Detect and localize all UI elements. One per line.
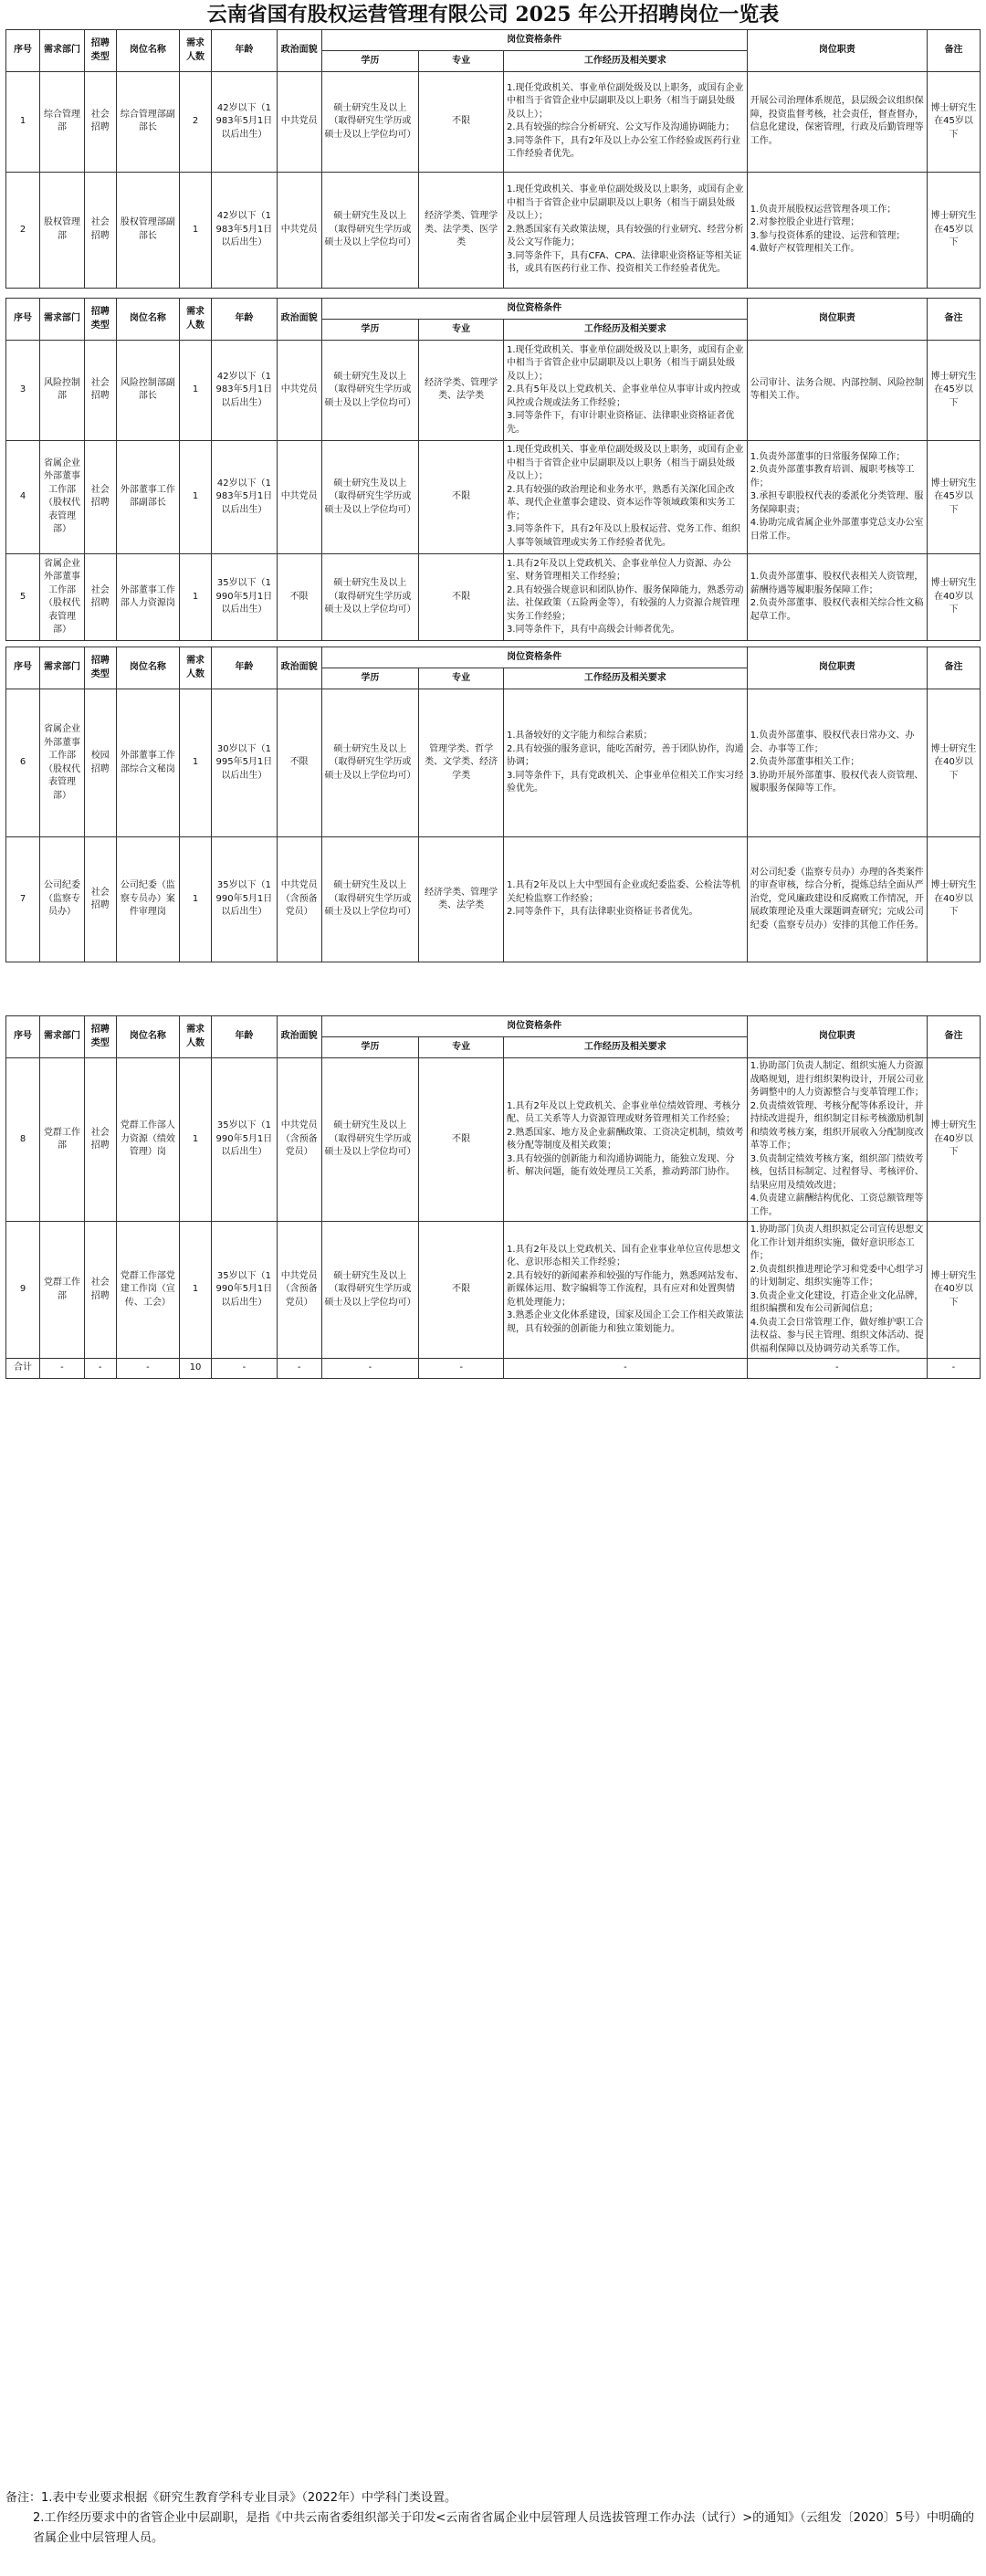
table-row (6, 72, 981, 173)
header-remark: 备注 (927, 647, 980, 689)
row-dept: 党群工作部 (40, 1222, 85, 1359)
notes (5, 2488, 981, 2549)
row-remark: 博士研究生在45岁以下 (927, 72, 980, 173)
row-major: 管理学类、哲学类、文学类、经济学类 (419, 689, 504, 837)
row-duty: 开展公司治理体系规范，县层级会议组织保障，投资监督考核，社会责任，督查督办，信息化建设，保密管理，行政及后勤管理等工作。 (747, 72, 927, 173)
header-major: 专业 (419, 320, 504, 341)
header-duty: 岗位职责 (747, 647, 927, 689)
job-table (5, 29, 981, 289)
row-education: 硕士研究生及以上（取得研究生学历或硕士及以上学位均可） (321, 554, 419, 641)
table-row (6, 689, 981, 837)
note-2: 2.工作经历要求中的省管企业中层副职，是指《中共云南省委组织部关于印发<云南省省属企业中层管理人员选拔管理工作办法（试行）>的通知》（云组发〔2020〕5号）中明确的省属企业中层管理人员。 (33, 2511, 975, 2545)
total-empty: - (321, 1359, 419, 1379)
row-dept: 公司纪委（监察专员办） (40, 837, 85, 962)
header-major: 专业 (419, 51, 504, 72)
row-post: 党群工作部党建工作岗（宣传、工会） (116, 1222, 180, 1359)
row-post: 外部董事工作部综合文秘岗 (116, 689, 180, 837)
header-post: 岗位名称 (116, 299, 180, 341)
header-remark: 备注 (927, 1016, 980, 1058)
row-political: 中共党员（含预备党员） (277, 1058, 321, 1222)
row-political: 中共党员 (277, 72, 321, 173)
row-remark: 博士研究生在45岁以下 (927, 341, 980, 441)
header-age: 年龄 (211, 647, 277, 689)
row-age: 35岁以下（1990年5月1日以后出生） (211, 837, 277, 962)
row-experience: 1.现任党政机关、事业单位副处级及以上职务，或国有企业中相当于省管企业中层副职及以上职务（相当于副县处级及以上）； 2.具有5年及以上党政机关、企事业单位从事审计或内控或风控或合规或法务工作经验； 3.同等条件下，有审计职业资格证、法律职业资格证者优先。 (504, 341, 748, 441)
row-type: 社会招聘 (84, 440, 116, 554)
row-dept: 股权管理部 (40, 172, 85, 288)
header-seq: 序号 (6, 647, 40, 689)
header-experience: 工作经历及相关要求 (504, 51, 748, 72)
row-age: 42岁以下（1983年5月1日以后出生） (211, 341, 277, 441)
total-count: 10 (180, 1359, 212, 1379)
row-dept: 省属企业外部董事工作部（股权代表管理部） (40, 440, 85, 554)
row-seq: 4 (6, 440, 40, 554)
header-experience: 工作经历及相关要求 (504, 1037, 748, 1058)
header-duty: 岗位职责 (747, 1016, 927, 1058)
row-experience: 1.现任党政机关、事业单位副处级及以上职务，或国有企业中相当于省管企业中层副职及以上职务（相当于副县处级及以上）； 2.熟悉国家有关政策法规，具有较强的行业研究、经营分析及公文写作能力； 3.同等条件下，具有CFA、CPA、法律职业资格证等相关证书，或具有医药行业工作、投资相关工作经验者优先。 (504, 172, 748, 288)
header-remark: 备注 (927, 299, 980, 341)
row-type: 社会招聘 (84, 341, 116, 441)
job-table (5, 298, 981, 641)
header-count: 需求人数 (180, 30, 212, 72)
row-seq: 1 (6, 72, 40, 173)
header-duty: 岗位职责 (747, 299, 927, 341)
header-education: 学历 (321, 668, 419, 689)
row-remark: 博士研究生在45岁以下 (927, 440, 980, 554)
total-empty: - (277, 1359, 321, 1379)
row-type: 社会招聘 (84, 172, 116, 288)
page-title: 云南省国有股权运营管理有限公司 2025 年公开招聘岗位一览表 (206, 3, 780, 26)
row-age: 35岁以下（1990年5月1日以后出生） (211, 554, 277, 641)
row-remark: 博士研究生在40岁以下 (927, 554, 980, 641)
row-count: 1 (180, 1222, 212, 1359)
total-empty: - (40, 1359, 85, 1379)
header-dept: 需求部门 (40, 1016, 85, 1058)
total-empty: - (116, 1359, 180, 1379)
row-major: 不限 (419, 554, 504, 641)
row-experience: 1.具有2年及以上党政机关、企事业单位人力资源、办公室、财务管理相关工作经验； 2.具有较强合规意识和团队协作、服务保障能力，熟悉劳动法、社保政策（五险两金等），有较强的人力资源合规管理实务工作经验； 3.同等条件下，具有中高级会计师者优先。 (504, 554, 748, 641)
row-duty: 公司审计、法务合规、内部控制、风险控制等相关工作。 (747, 341, 927, 441)
row-political: 中共党员 (277, 440, 321, 554)
table-row (6, 1222, 981, 1359)
row-post: 外部董事工作部副部长 (116, 440, 180, 554)
header-qualifications: 岗位资格条件 (321, 299, 747, 320)
row-dept: 省属企业外部董事工作部（股权代表管理部） (40, 689, 85, 837)
row-count: 2 (180, 72, 212, 173)
row-type: 社会招聘 (84, 1222, 116, 1359)
row-post: 党群工作部人力资源（绩效管理）岗 (116, 1058, 180, 1222)
row-count: 1 (180, 689, 212, 837)
row-duty: 对公司纪委（监察专员办）办理的各类案件的审查审核，综合分析，提炼总结全面从严治党，党风廉政建设和反腐败工作情况，开展政策理论及重大课题调查研究；完成公司纪委（监察专员办）安排的其他工作任务。 (747, 837, 927, 962)
row-dept: 综合管理部 (40, 72, 85, 173)
row-education: 硕士研究生及以上（取得研究生学历或硕士及以上学位均可） (321, 837, 419, 962)
row-age: 42岁以下（1983年5月1日以后出生） (211, 440, 277, 554)
row-duty: 1.负责外部董事的日常服务保障工作； 2.负责外部董事教育培训、履职考核等工作； 3.承担专职股权代表的委派化分类管理、服务保障职责； 4.协助完成省属企业外部董事党总支办公室日常工作。 (747, 440, 927, 554)
row-post: 股权管理部副部长 (116, 172, 180, 288)
row-major: 不限 (419, 72, 504, 173)
row-age: 35岁以下（1990年5月1日以后出生） (211, 1058, 277, 1222)
header-political: 政治面貌 (277, 647, 321, 689)
row-major: 经济学类、管理学类、法学类 (419, 837, 504, 962)
row-count: 1 (180, 440, 212, 554)
header-post: 岗位名称 (116, 1016, 180, 1058)
row-seq: 5 (6, 554, 40, 641)
row-major: 不限 (419, 1222, 504, 1359)
row-remark: 博士研究生在40岁以下 (927, 837, 980, 962)
row-education: 硕士研究生及以上（取得研究生学历或硕士及以上学位均可） (321, 689, 419, 837)
row-dept: 省属企业外部董事工作部（股权代表管理部） (40, 554, 85, 641)
table-row (6, 440, 981, 554)
row-education: 硕士研究生及以上（取得研究生学历或硕士及以上学位均可） (321, 172, 419, 288)
table-row (6, 837, 981, 962)
header-type: 招聘类型 (84, 1016, 116, 1058)
row-experience: 1.现任党政机关、事业单位副处级及以上职务，或国有企业中相当于省管企业中层副职及以上职务（相当于副县处级及以上）； 2.具有较强的综合分析研究、公文写作及沟通协调能力； 3.同等条件下，具有2年及以上办公室工作经验或医药行业工作经验者优先。 (504, 72, 748, 173)
header-dept: 需求部门 (40, 647, 85, 689)
row-seq: 8 (6, 1058, 40, 1222)
row-dept: 党群工作部 (40, 1058, 85, 1222)
row-count: 1 (180, 554, 212, 641)
row-duty: 1.协助部门负责人制定、组织实施人力资源战略规划，进行组织架构设计，开展公司业务调整中的人力资源整合与变革管理工作； 2.负责绩效管理、考核分配等体系设计，并持续改进提升，组织制定目标考核激励机制和绩效考核方案，组织开展收入分配制度改革等工作； 3.负责制定绩效考核方案，组织部门绩效考核，包括目标制定、过程督导、考核评价、结果应用及绩效改进； 4.负责建立薪酬结构优化、工资总额管理等工作。 (747, 1058, 927, 1222)
row-age: 42岁以下（1983年5月1日以后出生） (211, 172, 277, 288)
row-age: 35岁以下（1990年5月1日以后出生） (211, 1222, 277, 1359)
row-count: 1 (180, 837, 212, 962)
row-remark: 博士研究生在40岁以下 (927, 689, 980, 837)
row-post: 外部董事工作部人力资源岗 (116, 554, 180, 641)
row-major: 经济学类、管理学类、法学类 (419, 341, 504, 441)
header-post: 岗位名称 (116, 647, 180, 689)
header-political: 政治面貌 (277, 1016, 321, 1058)
row-seq: 9 (6, 1222, 40, 1359)
row-major: 不限 (419, 1058, 504, 1222)
row-education: 硕士研究生及以上（取得研究生学历或硕士及以上学位均可） (321, 1222, 419, 1359)
row-post: 风险控制部副部长 (116, 341, 180, 441)
row-count: 1 (180, 172, 212, 288)
row-age: 42岁以下（1983年5月1日以后出生） (211, 72, 277, 173)
row-type: 社会招聘 (84, 72, 116, 173)
header-qualifications: 岗位资格条件 (321, 30, 747, 51)
header-post: 岗位名称 (116, 30, 180, 72)
row-experience: 1.现任党政机关、事业单位副处级及以上职务，或国有企业中相当于省管企业中层副职及以上职务（相当于副县处级及以上）； 2.具有较强的政治理论和业务水平，熟悉有关深化国企改革、现代企业董事会建设、资本运作等领域政策和实务工作； 3.同等条件下，具有2年及以上股权运营、党务工作、组织人事等领域管理或实务工作经验者优先。 (504, 440, 748, 554)
row-duty: 1.负责外部董事、股权代表相关人资管理，薪酬待遇等履职服务保障工作； 2.负责外部董事、股权代表相关综合性文稿起草工作。 (747, 554, 927, 641)
row-seq: 7 (6, 837, 40, 962)
row-political: 中共党员 (277, 172, 321, 288)
header-count: 需求人数 (180, 1016, 212, 1058)
table-row (6, 554, 981, 641)
row-remark: 博士研究生在40岁以下 (927, 1058, 980, 1222)
row-political: 中共党员（含预备党员） (277, 1222, 321, 1359)
header-type: 招聘类型 (84, 647, 116, 689)
table-row (6, 341, 981, 441)
total-empty: - (419, 1359, 504, 1379)
header-education: 学历 (321, 1037, 419, 1058)
header-qualifications: 岗位资格条件 (321, 647, 747, 668)
row-experience: 1.具有2年及以上党政机关、国有企业事业单位宣传思想文化、意识形态相关工作经验； 2.具有较好的新闻素养和较强的写作能力，熟悉网站发布、新媒体运用、数字编辑等工作流程，具有应对和处置舆情危机处理能力； 3.熟悉企业文化体系建设，国家及国企工会工作相关政策法规，具有较强的创新能力和独立策划能力。 (504, 1222, 748, 1359)
header-experience: 工作经历及相关要求 (504, 320, 748, 341)
row-post: 公司纪委（监察专员办）案件审理岗 (116, 837, 180, 962)
row-dept: 风险控制部 (40, 341, 85, 441)
header-political: 政治面貌 (277, 299, 321, 341)
header-major: 专业 (419, 668, 504, 689)
row-type: 校园招聘 (84, 689, 116, 837)
total-label: 合计 (6, 1359, 40, 1379)
header-seq: 序号 (6, 299, 40, 341)
row-seq: 6 (6, 689, 40, 837)
header-dept: 需求部门 (40, 299, 85, 341)
header-duty: 岗位职责 (747, 30, 927, 72)
row-duty: 1.负责开展股权运营管理各项工作； 2.对参控股企业进行管理； 3.参与投资体系的建设、运营和管理； 4.做好产权管理相关工作。 (747, 172, 927, 288)
row-political: 不限 (277, 554, 321, 641)
header-age: 年龄 (211, 299, 277, 341)
row-experience: 1.具有2年及以上党政机关、企事业单位绩效管理、考核分配、员工关系等人力资源管理或财务管理相关工作经验； 2.熟悉国家、地方及企业薪酬政策、工资决定机制，绩效考核分配等制度及相关政策； 3.具有较强的创新能力和沟通协调能力，能独立发现、分析、解决问题，能有效处理员工关系，推动跨部门协作。 (504, 1058, 748, 1222)
row-remark: 博士研究生在40岁以下 (927, 1222, 980, 1359)
header-count: 需求人数 (180, 299, 212, 341)
table-row (6, 172, 981, 288)
row-education: 硕士研究生及以上（取得研究生学历或硕士及以上学位均可） (321, 1058, 419, 1222)
header-education: 学历 (321, 320, 419, 341)
header-type: 招聘类型 (84, 30, 116, 72)
row-seq: 2 (6, 172, 40, 288)
row-type: 社会招聘 (84, 554, 116, 641)
total-empty: - (747, 1359, 927, 1379)
row-political: 不限 (277, 689, 321, 837)
row-experience: 1.具有2年及以上大中型国有企业或纪委监委、公检法等机关纪检监察工作经验； 2.同等条件下，具有法律职业资格证书者优先。 (504, 837, 748, 962)
row-duty: 1.协助部门负责人组织拟定公司宣传思想文化工作计划并组织实施，做好意识形态工作； 2.负责组织推进理论学习和党委中心组学习的计划制定、组织实施等工作； 3.负责企业文化建设，打造企业文化品牌，组织编撰和发布公司新闻信息； 4.负责工会日常管理工作，做好维护职工合法权益、参与民主管理、组织文体活动、提供福利保障以及协调劳动关系等工作。 (747, 1222, 927, 1359)
row-remark: 博士研究生在45岁以下 (927, 172, 980, 288)
header-dept: 需求部门 (40, 30, 85, 72)
header-political: 政治面貌 (277, 30, 321, 72)
header-count: 需求人数 (180, 647, 212, 689)
header-education: 学历 (321, 51, 419, 72)
row-age: 30岁以下（1995年5月1日以后出生） (211, 689, 277, 837)
row-duty: 1.负责外部董事、股权代表日常办文、办会、办事等工作； 2.负责外部董事相关工作； 3.协助开展外部董事、股权代表人资管理、履职服务保障等工作。 (747, 689, 927, 837)
row-education: 硕士研究生及以上（取得研究生学历或硕士及以上学位均可） (321, 440, 419, 554)
header-age: 年龄 (211, 1016, 277, 1058)
row-education: 硕士研究生及以上（取得研究生学历或硕士及以上学位均可） (321, 341, 419, 441)
row-type: 社会招聘 (84, 837, 116, 962)
header-major: 专业 (419, 1037, 504, 1058)
row-seq: 3 (6, 341, 40, 441)
header-seq: 序号 (6, 30, 40, 72)
row-political: 中共党员（含预备党员） (277, 837, 321, 962)
header-type: 招聘类型 (84, 299, 116, 341)
row-education: 硕士研究生及以上（取得研究生学历或硕士及以上学位均可） (321, 72, 419, 173)
row-count: 1 (180, 341, 212, 441)
note-1: 备注：1.表中专业要求根据《研究生教育学科专业目录》（2022年）中学科门类设置。 (5, 2491, 456, 2505)
row-experience: 1.具备较好的文字能力和综合素质； 2.具有较强的服务意识，能吃苦耐劳，善于团队协作，沟通协调； 3.同等条件下，具有党政机关、企事业单位相关工作实习经验优先。 (504, 689, 748, 837)
header-seq: 序号 (6, 1016, 40, 1058)
total-empty: - (84, 1359, 116, 1379)
header-remark: 备注 (927, 30, 980, 72)
row-major: 经济学类、管理学类、法学类、医学类 (419, 172, 504, 288)
total-row (6, 1359, 981, 1379)
job-table (5, 647, 981, 962)
table-row (6, 1058, 981, 1222)
row-type: 社会招聘 (84, 1058, 116, 1222)
header-qualifications: 岗位资格条件 (321, 1016, 747, 1037)
row-post: 综合管理部副部长 (116, 72, 180, 173)
total-empty: - (927, 1359, 980, 1379)
job-table (5, 1015, 981, 1379)
row-count: 1 (180, 1058, 212, 1222)
row-political: 中共党员 (277, 341, 321, 441)
header-age: 年龄 (211, 30, 277, 72)
total-empty: - (504, 1359, 748, 1379)
row-major: 不限 (419, 440, 504, 554)
header-experience: 工作经历及相关要求 (504, 668, 748, 689)
total-empty: - (211, 1359, 277, 1379)
